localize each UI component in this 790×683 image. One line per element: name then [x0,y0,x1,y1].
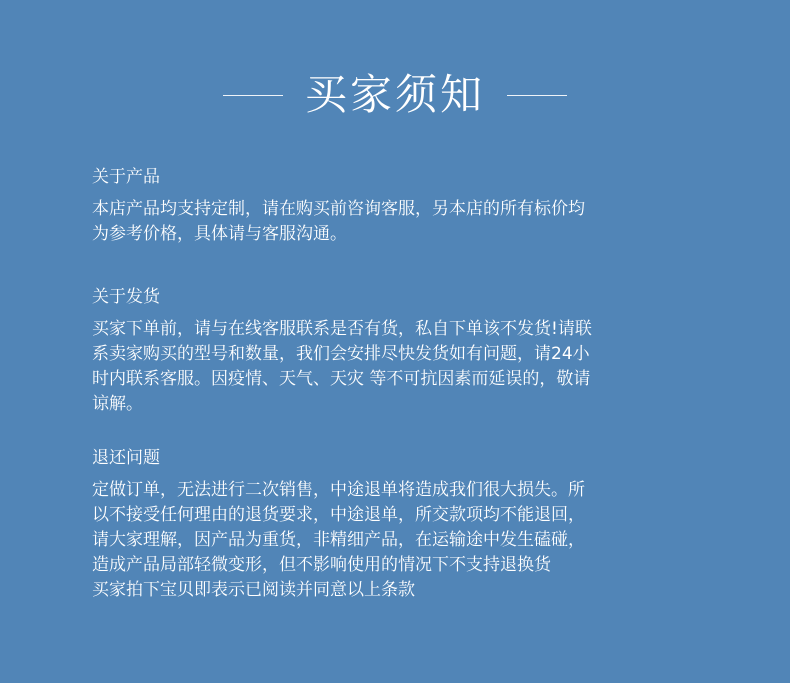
section-heading: 退还问题 [92,448,160,468]
section-about-product [92,165,712,247]
body-line: 为参考价格，具体请与客服沟通。 [92,224,347,244]
body-line: 谅解。 [92,394,143,414]
section-body [92,197,712,247]
section-heading: 关于发货 [92,287,160,307]
header-right-rule [507,95,567,96]
body-line: 请大家理解，因产品为重货，非精细产品，在运输途中发生磕碰， [92,530,585,550]
section-heading: 关于产品 [92,167,160,187]
body-line: 本店产品均支持定制，请在购买前咨询客服，另本店的所有标价均 [92,199,585,219]
section-body [92,317,712,417]
section-about-shipping [92,285,712,417]
body-line: 定做订单，无法进行二次销售，中途退单将造成我们很大损失。所 [92,480,585,500]
page-header [0,60,790,130]
body-line: 时内联系客服。因疫情、天气、天灾 等不可抗因素而延误的，敬请 [92,369,591,389]
body-line: 系卖家购买的型号和数量，我们会安排尽快发货如有问题，请24小 [92,344,590,364]
header-left-rule [223,95,283,96]
section-returns [92,446,712,603]
body-line: 造成产品局部轻微变形，但不影响使用的情况下不支持退换货 [92,555,551,575]
page-title: 买家须知 [304,70,485,119]
section-body [92,478,712,603]
body-line: 买家下单前，请与在线客服联系是否有货，私自下单该不发货!请联 [92,319,592,339]
body-line: 以不接受任何理由的退货要求，中途退单，所交款项均不能退回， [92,505,585,525]
body-line: 买家拍下宝贝即表示已阅读并同意以上条款 [92,580,415,600]
